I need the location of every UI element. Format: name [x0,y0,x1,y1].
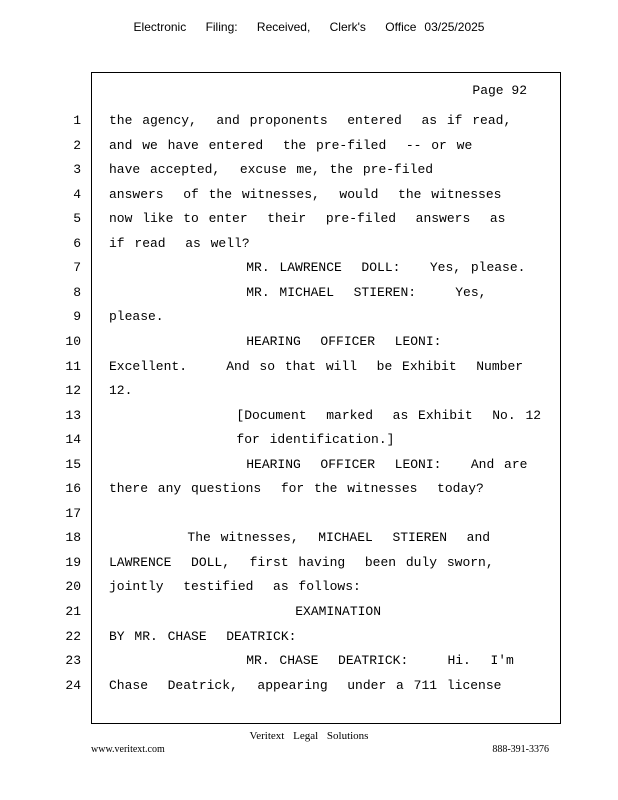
header-word: Office [385,20,417,34]
header-word: Clerk's [329,20,366,34]
line-number: 18 [65,530,81,546]
transcript-line [0,653,618,677]
transcript-line [0,530,618,554]
line-number: 7 [73,260,81,276]
line-number: 14 [65,432,81,448]
line-text: [Document marked as Exhibit No. 12 [109,407,542,423]
line-text: and we have entered the pre-filed -- or we [109,137,473,153]
line-number: 17 [65,505,81,521]
line-text: The witnesses, MICHAEL STIEREN and [109,530,491,546]
line-number: 15 [65,456,81,472]
line-number: 22 [65,628,81,644]
transcript-line [0,555,618,579]
transcript-line [0,506,618,530]
footer-phone: 888-391-3376 [492,744,549,755]
line-text: Excellent. And so that will be Exhibit Number [109,358,524,374]
transcript-line [0,629,618,653]
header-word: Electronic [133,20,187,34]
transcript-line [0,359,618,383]
line-text: answers of the witnesses, would the witnesses [109,186,502,202]
line-text: there any questions for the witnesses today? [109,481,484,497]
line-number: 13 [65,407,81,423]
transcript-line [0,678,618,702]
line-number: 6 [73,235,81,251]
transcript-line [0,481,618,505]
transcript-line [0,604,618,628]
line-text: MR. LAWRENCE DOLL: Yes, please. [109,260,526,276]
footer-company [0,730,618,742]
filing-stamp-header [0,20,618,34]
transcript-line [0,236,618,260]
line-number: 8 [73,284,81,300]
transcript-line [0,113,618,137]
line-number: 12 [65,383,81,399]
transcript-line [0,260,618,284]
line-number: 21 [65,604,81,619]
page-number: Page 92 [472,83,527,98]
line-text: BY MR. CHASE DEATRICK: [109,628,297,644]
line-number: 5 [73,211,81,227]
header-date: 03/25/2025 [424,20,485,34]
transcript-line [0,211,618,235]
line-number: 9 [73,309,81,325]
footer-word: Legal [293,730,319,742]
line-text: EXAMINATION [109,604,382,619]
footer-website: www.veritext.com [91,744,165,755]
transcript-line [0,285,618,309]
line-text: the agency, and proponents entered as if read, [109,113,512,128]
header-word: Filing: [205,20,238,34]
line-number: 23 [65,653,81,669]
line-number: 3 [73,162,81,178]
line-text: please. [109,309,164,325]
footer-word: Veritext [249,730,285,742]
line-number: 24 [65,677,81,693]
line-number: 1 [73,113,81,128]
line-text: Chase Deatrick, appearing under a 711 license [109,677,502,693]
line-text: LAWRENCE DOLL, first having been duly sworn, [109,554,494,570]
line-text: jointly testified as follows: [109,579,361,595]
line-text: MR. CHASE DEATRICK: Hi. I'm [109,653,514,669]
line-text: HEARING OFFICER LEONI: [109,333,442,349]
line-number: 19 [65,554,81,570]
transcript-line [0,383,618,407]
line-text: 12. [109,383,133,399]
line-text: now like to enter their pre-filed answers as [109,211,506,227]
transcript-line [0,309,618,333]
line-text: HEARING OFFICER LEONI: And are [109,456,528,472]
footer-word: Solutions [326,730,369,742]
transcript-line [0,579,618,603]
line-text: MR. MICHAEL STIEREN: Yes, [109,284,487,300]
line-number: 2 [73,137,81,153]
line-number: 10 [65,333,81,349]
line-number: 4 [73,186,81,202]
line-number: 16 [65,481,81,497]
line-text: for identification.] [109,432,395,448]
transcript-line [0,457,618,481]
transcript-line [0,432,618,456]
transcript-line [0,162,618,186]
line-number: 20 [65,579,81,595]
transcript-line [0,138,618,162]
line-text: if read as well? [109,235,250,251]
transcript-line [0,187,618,211]
line-text: have accepted, excuse me, the pre-filed [109,162,434,178]
transcript-line [0,408,618,432]
line-number: 11 [65,358,81,374]
transcript-line [0,334,618,358]
header-word: Received, [256,20,311,34]
